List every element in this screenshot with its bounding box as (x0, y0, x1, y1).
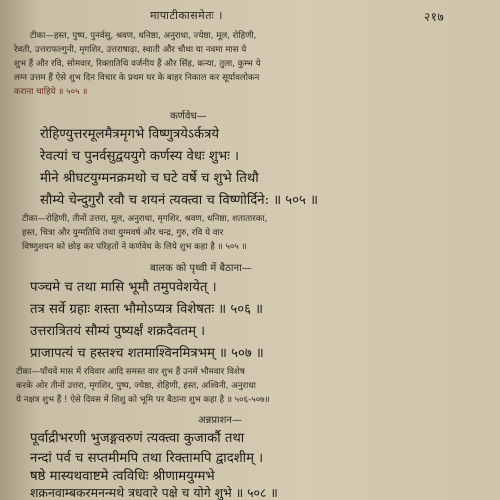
commentary-line: विष्णुशयन को छोड़ कर परिहतों ने कर्णवेध के लिये शुभ कहा है ॥ ५०५ ॥ (22, 242, 247, 252)
verse-line: तत्र सर्वे ग्रहाः शस्ता भौमोऽप्यत्र विशेषतः ॥ ५०६ ॥ (30, 302, 264, 317)
verse-line: रोहिण्युत्तरमूलमैत्रमृगभे विष्णुत्रयेऽर्कत्रये (40, 127, 220, 142)
commentary-line: शुभ हैं और रवि, सोमवार, रिक्तातिथि वर्जनीय हैं और सिंह, कन्या, तुला, कुम्भ ये (14, 59, 261, 69)
verse-line: प्राजापत्यं च हस्तश्च शतमाश्विनमित्रभम् ॥ ५०७ ॥ (30, 346, 264, 361)
verse-line: रेवत्यां च पुनर्वसुद्वययुगे कर्णस्य वेधः शुभः । (40, 149, 239, 164)
commentary-line: रेवती, उत्तराफल्गुनी, मृगशिर, उत्तराषाढ़ा, स्वाती और चौथा या नवमा मास ये (14, 45, 247, 55)
verse-line: सौम्ये चेन्दुगुरौ रवौ च शयनं त्यक्त्वा च विष्णोर्दिने: ॥ ५०५ ॥ (40, 193, 318, 208)
commentary-line: टीका—रोहिणी, तीनों उत्तरा, मूल, अनुराधा, मृगशिर, श्रवण, धनिष्ठा, शतातारका, (22, 214, 268, 224)
section-heading-annaprashan: अन्नप्राशन— (198, 415, 242, 426)
verse-line: नन्दां पर्व च सप्तमीमपि तथा रिक्तामपि द्वादशीम् । (30, 451, 264, 466)
commentary-line: कराना चाहिये ॥ ५०५ ॥ (14, 87, 88, 97)
commentary-line: टीका—पाँचवें मास में रविवार आदि समस्त वार शुभ हैं उनमें भौमवार विशेष (16, 367, 245, 377)
page-number: २१७ (424, 10, 445, 24)
verse-line: पञ्चमे च तथा मासि भूमौ तमुपवेशयेत् । (30, 280, 217, 295)
section-heading-baithana: बालक को पृथ्वी में बैठाना— (150, 263, 252, 274)
commentary-line: हस्त, चित्रा और युग्मतिथि तथा युग्मवर्ष और चन्द्र, गुरु, रवि ये वार (22, 228, 224, 238)
verse-line: षष्ठे मास्यथवाष्टमे त्वविधिः श्रीणामयुग्मभे (30, 469, 215, 484)
verse-line: उत्तरात्रितयं सौम्यं पुष्यर्क्षं शक्रदैवतम् । (30, 324, 206, 339)
commentary-line: करके ओर तीनों उत्तरा, मृगशिर, पुष्प, ज्येष्ठा, रोहिणी, हस्त, अश्विनी, अनुराधा (16, 381, 256, 391)
verse-line: शक्रनवाम्बकरमनन्मथे त्रधवारे पक्षे च योगे शुभे ॥ ५०८ ॥ (30, 485, 278, 500)
commentary-line: टीका—हस्त, पुष्प, पुनर्वसु, श्रवण, धनिष्ठा, अनुराधा, ज्येष्ठा, मूल, रोहिणी, (30, 31, 257, 41)
running-title: मापाटीकासमेतः । (150, 9, 223, 22)
verse-line: मीने श्रीघटयुग्मनक्रमथो च घटे वर्षे च शुभे तिथौ (40, 171, 259, 186)
commentary-line: ये नक्षत्र शुभ हैं ! ऐसे दिवस में शिशु को भूमि पर बैठाना शुभ कहा है ॥ ५०६-५०७॥ (16, 395, 270, 405)
commentary-line: लग्न उत्तम हैं ऐसे शुभ दिन विचार के प्रथम घर के बाहर निकाल कर सूर्यावलोकन (14, 73, 260, 83)
section-heading-karnavedha: कर्णवेध— (170, 111, 207, 122)
verse-line: पूर्वाद्रीभरणी भुजङ्गवरुणं त्यक्त्वा कुजार्कौ तथा (30, 431, 245, 446)
